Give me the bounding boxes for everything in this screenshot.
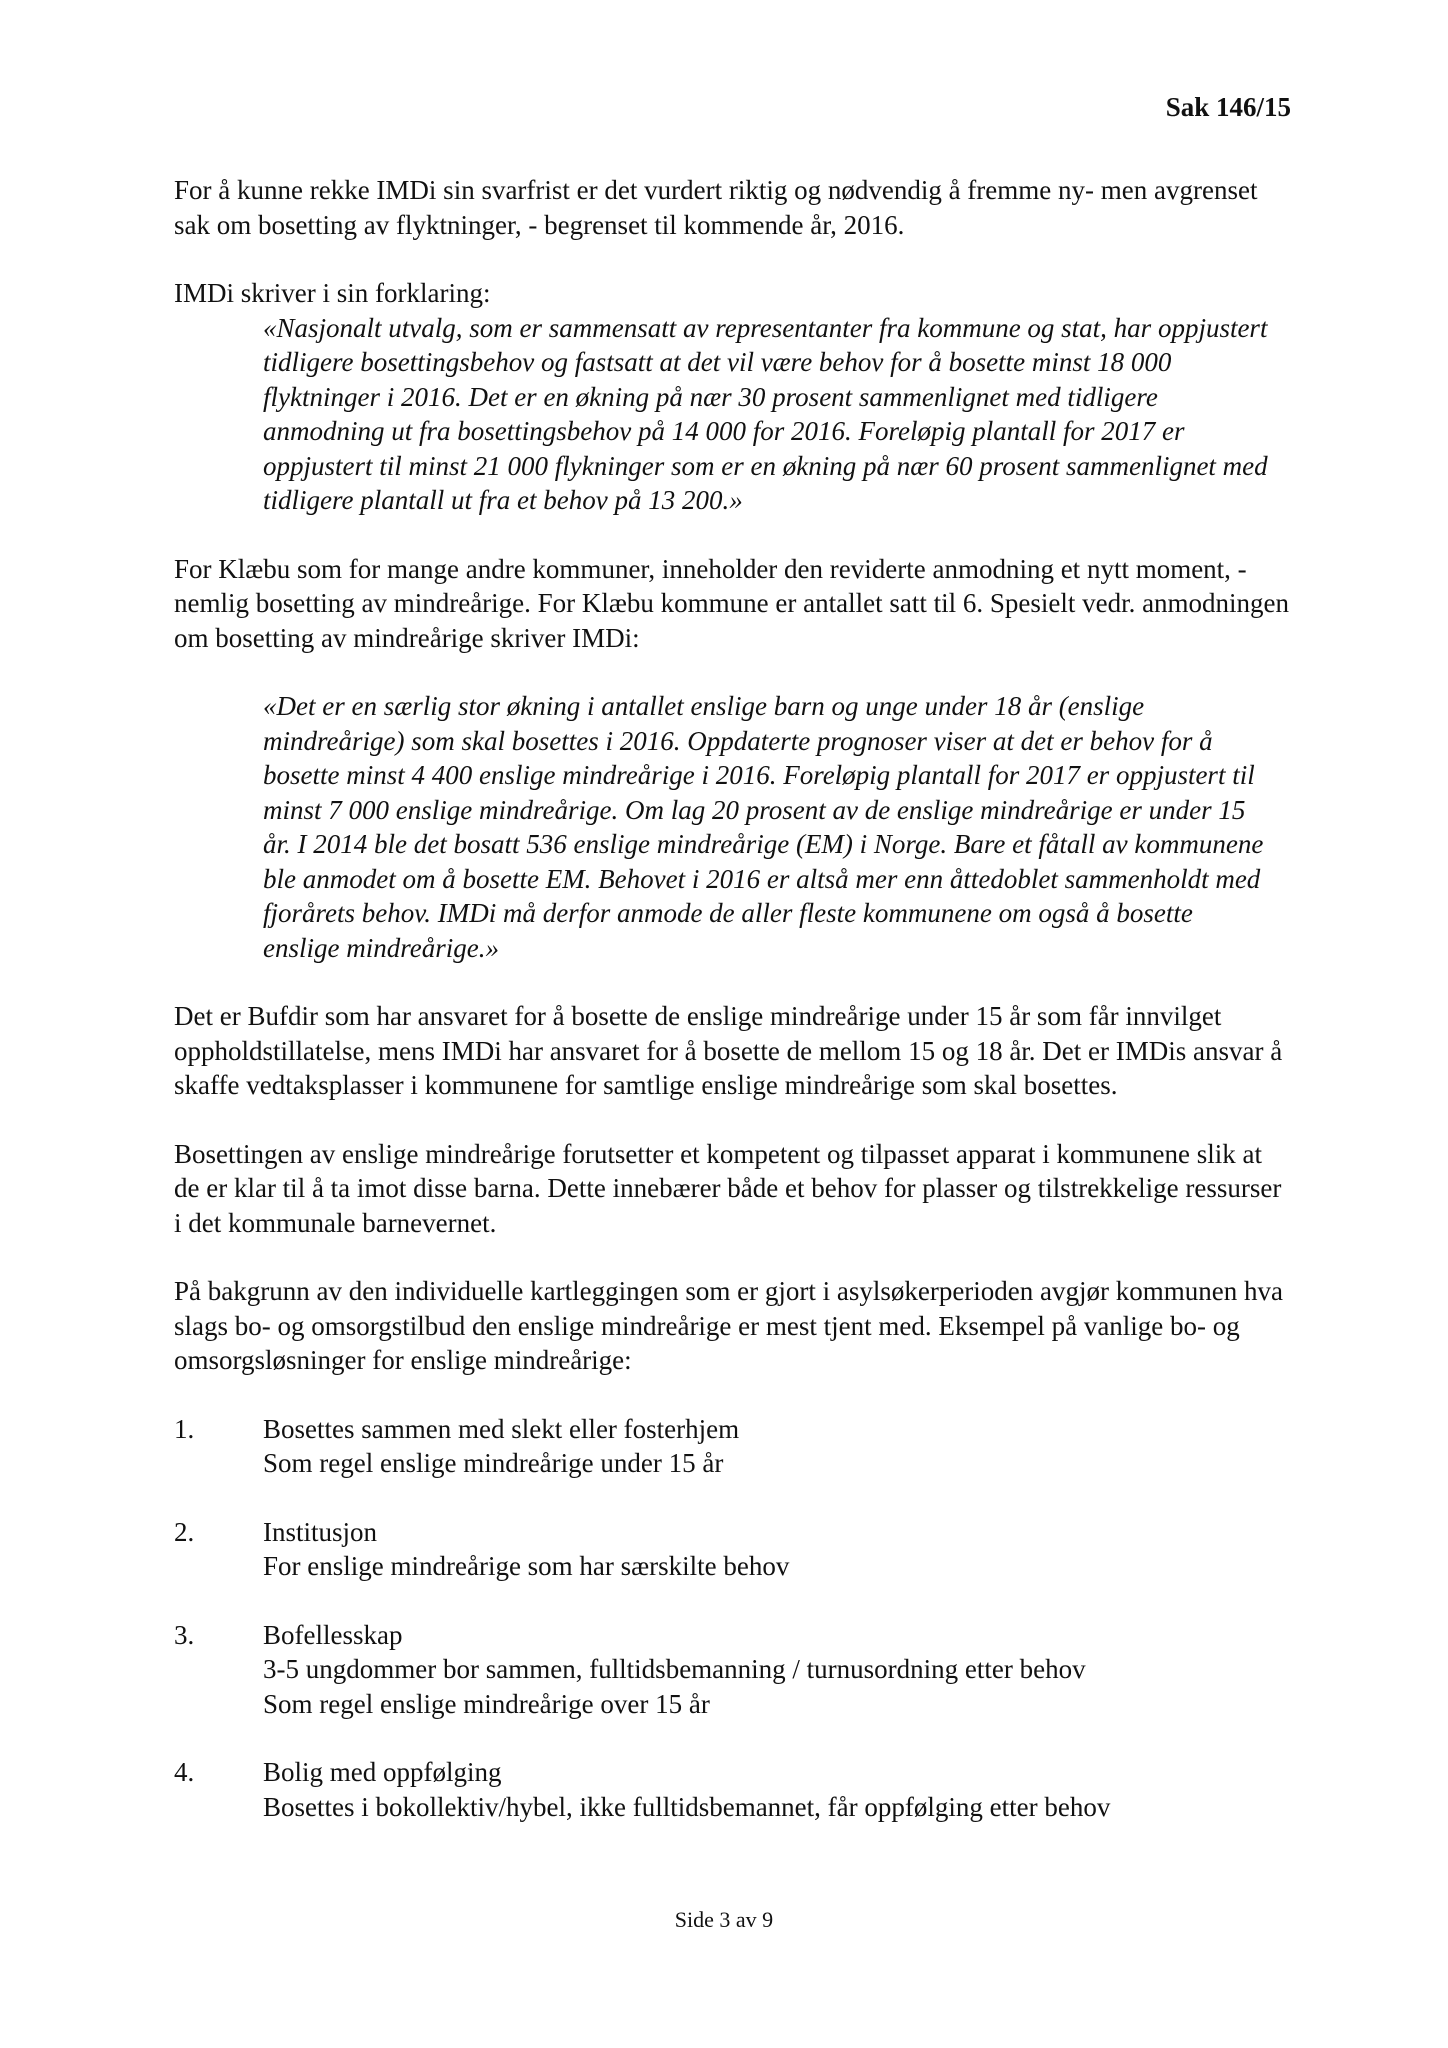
list-item-title: Institusjon [263, 1516, 378, 1547]
list-item-description: 3-5 ungdommer bor sammen, fulltidsbemanning / turnusordning etter behov [263, 1654, 1086, 1684]
list-item [174, 1755, 1294, 1824]
paragraph-mapping: På bakgrunn av den individuelle kartleggingen som er gjort i asylsøkerperioden avgjør kommunen hva slags bo- og omsorgstilbud den enslige mindreårige er mest tjent med. Eksempel på vanlige bo- og omsorgsløsninger for enslige mindreårige: [174, 1276, 1283, 1375]
quote-imdi-minors: «Det er en særlig stor økning i antallet enslige barn og unge under 18 år (enslige mindreårige) som skal bosettes i 2016. Oppdaterte prognoser viser at det er behov for å bosette minst 4 400 enslige mindreårige i 2016. Foreløpig plantall for 2017 er oppjustert til minst 7 000 enslige mindreårige. Om lag 20 prosent av de enslige mindreårige er under 15 år. I 2014 ble det bosatt 536 enslige mindreårige (EM) i Norge. Bare et fåtall av kommunene ble anmodet om å bosette EM. Behovet i 2016 er altså mer enn åttedoblet sammenholdt med fjorårets behov. IMDi må derfor anmode de aller fleste kommunene om også å bosette enslige mindreårige.» [263, 691, 1264, 963]
list-item [174, 1515, 1294, 1584]
paragraph-intro: For å kunne rekke IMDi sin svarfrist er det vurdert riktig og nødvendig å fremme ny- men avgrenset sak om bosetting av flyktninger, - begrenset til kommende år, 2016. [174, 175, 1258, 240]
list-item-number: 1. [174, 1413, 195, 1444]
paragraph-settlement: Bosettingen av enslige mindreårige forutsetter et kompetent og tilpasset apparat i kommunene slik at de er klar til å ta imot disse barna. Dette innebærer både et behov for plasser og tilstrekkelige ressurser i det kommunale barnevernet. [174, 1138, 1282, 1238]
list-item [174, 1412, 1294, 1481]
document-body [174, 173, 1294, 1858]
list-item [174, 1618, 1294, 1722]
paragraph-klaebu: For Klæbu som for mange andre kommuner, inneholder den reviderte anmodning et nytt moment, - nemlig bosetting av mindreårige. For Klæbu kommune er antallet satt til 6. Spesielt vedr. anmodningen om bosetting av mindreårige skriver IMDi: [174, 553, 1290, 653]
page-number: Side 3 av 9 [674, 1907, 774, 1932]
list-item-title: Bosettes sammen med slekt eller fosterhjem [263, 1413, 740, 1444]
list-item-description: For enslige mindreårige som har særskilte behov [263, 1551, 790, 1581]
paragraph-responsibility: Det er Bufdir som har ansvaret for å bosette de enslige mindreårige under 15 år som får innvilget oppholdstillatelse, mens IMDi har ansvaret for å bosette de mellom 15 og 18 år. Det er IMDis ansvar å skaffe vedtaksplasser i kommunene for samtlige enslige mindreårige som skal bosettes. [174, 1001, 1283, 1100]
list-item-description: Som regel enslige mindreårige over 15 år [263, 1688, 710, 1719]
paragraph-quote-intro: IMDi skriver i sin forklaring: [174, 278, 491, 308]
list-item-description: Som regel enslige mindreårige under 15 år [263, 1448, 724, 1478]
list-item-number: 4. [174, 1757, 195, 1787]
list-item-title: Bofellesskap [263, 1619, 403, 1650]
list-item-number: 3. [174, 1619, 195, 1650]
list-item-title: Bolig med oppfølging [263, 1757, 502, 1787]
list-item-number: 2. [174, 1516, 195, 1547]
housing-options-list [174, 1412, 1294, 1825]
list-item-description: Bosettes i bokollektiv/hybel, ikke fulltidsbemannet, får oppfølging etter behov [263, 1791, 1111, 1822]
case-number: Sak 146/15 [1165, 92, 1291, 122]
quote-imdi-national: «Nasjonalt utvalg, som er sammensatt av representanter fra kommune og stat, har oppjustert tidligere bosettingsbehov og fastsatt at det vil være behov for å bosette minst 18 000 flyktninger i 2016. Det er en økning på nær 30 prosent sammenlignet med tidligere anmodning ut fra bosettingsbehov på 14 000 for 2016. Foreløpig plantall for 2017 er oppjustert til minst 21 000 flykninger som er en økning på nær 60 prosent sammenlignet med tidligere plantall ut fra et behov på 13 200.» [263, 312, 1268, 515]
